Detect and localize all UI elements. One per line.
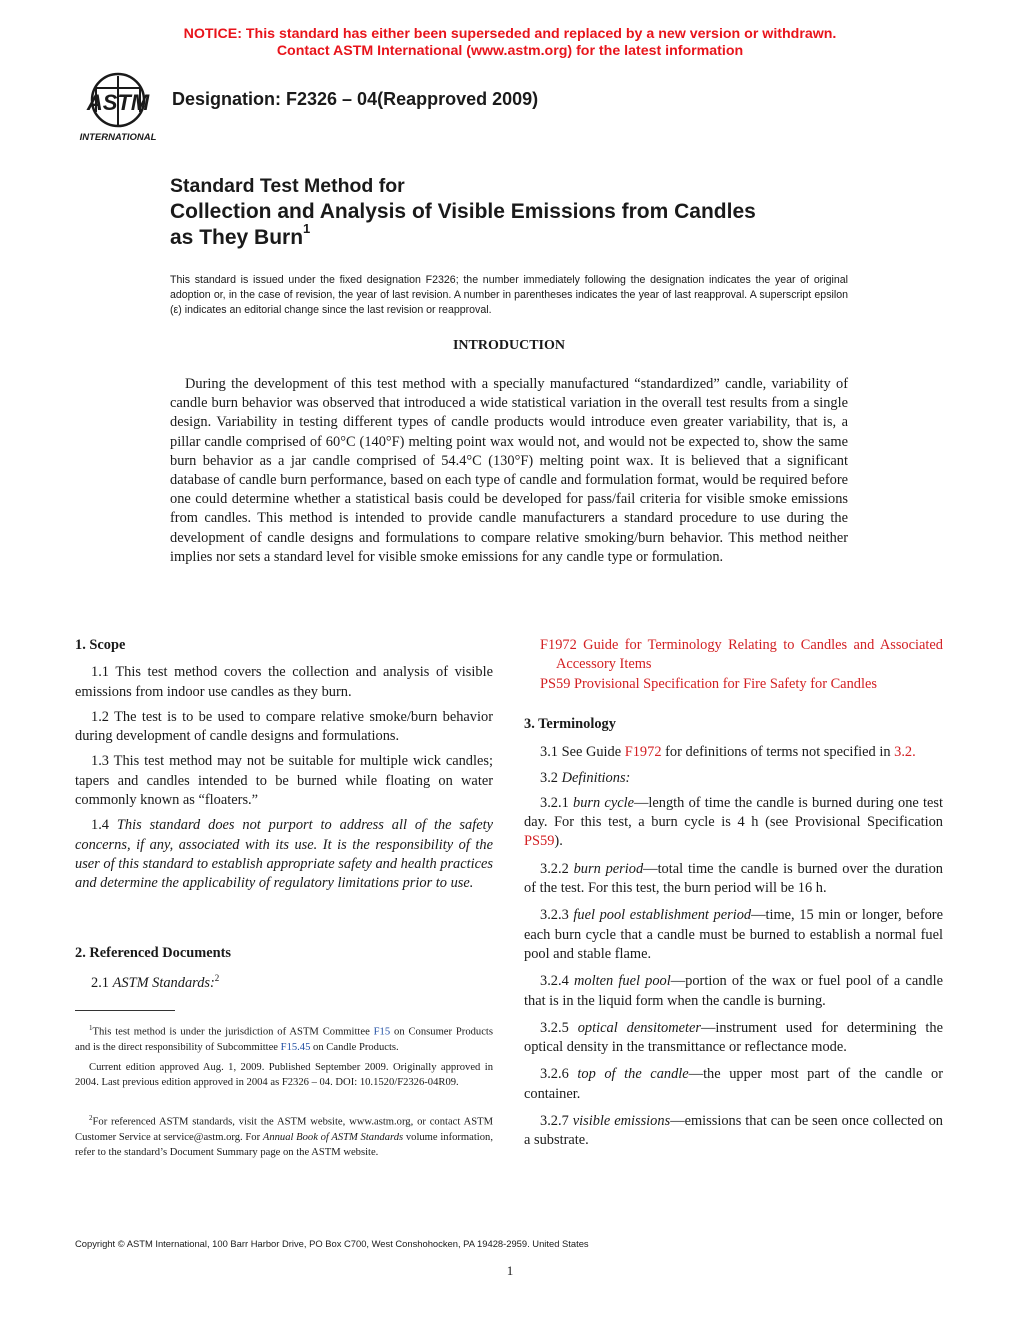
copyright: Copyright © ASTM International, 100 Barr Harbor Drive, PO Box C700, West Conshohocken, PA 19428-2959. United States <box>75 1238 589 1249</box>
def-7-text: —emissions that can be seen once collected on a substrate. <box>524 1113 943 1149</box>
def-6-number: 3.2.6 <box>540 1066 578 1083</box>
footnote-2-text-b: volume information, refer to the standard’s Document Summary page on the ASTM website. <box>75 1131 493 1158</box>
supersede-notice <box>0 26 1020 59</box>
term-3-1-text-b: for definitions of terms not specified in <box>661 744 895 761</box>
notice-line-1: NOTICE: This standard has either been superseded and replaced by a new version or withdrawn. <box>183 26 837 42</box>
footnote-1 <box>75 1021 493 1090</box>
ref-item-f1972 <box>524 636 943 675</box>
def-7-term: visible emissions <box>572 1113 671 1130</box>
link-3-2[interactable]: 3.2. <box>894 744 916 761</box>
scope-heading: 1. Scope <box>75 637 126 653</box>
def-4-number: 3.2.4 <box>540 973 574 990</box>
footnote-1-mark: 1 <box>89 1024 93 1032</box>
def-2-number: 3.2.2 <box>540 860 574 877</box>
footnote-1-text-a: This test method is under the jurisdiction of ASTM Committee <box>92 1026 374 1038</box>
def-7-number: 3.2.7 <box>540 1113 573 1130</box>
referenced-list <box>524 636 943 694</box>
page-number: 1 <box>506 1263 514 1278</box>
terminology-heading: 3. Terminology <box>524 716 616 732</box>
def-3-text: —time, 15 min or longer, before each burn cycle that a candle must be burned to establish a normal fuel pool and stable flame. <box>524 907 943 962</box>
scope-1-4 <box>75 816 493 893</box>
referenced-2-1-number: 2.1 <box>91 975 113 992</box>
def-optical-densitometer <box>524 1019 943 1058</box>
ps59-title[interactable]: Provisional Specification for Fire Safety for Candles <box>574 675 877 692</box>
link-f15-45[interactable]: F15.45 <box>280 1041 311 1053</box>
title-line-1: Standard Test Method for <box>170 175 405 197</box>
def-2-text: —total time the candle is burned over the duration of the test. For this test, the burn period will be 16 h. <box>524 860 943 897</box>
f1972-title[interactable]: Guide for Terminology Relating to Candles and Associated Accessory Items <box>556 637 943 673</box>
introduction-heading: INTRODUCTION <box>452 338 565 353</box>
def-burn-cycle <box>524 794 943 852</box>
def-5-number: 3.2.5 <box>540 1019 578 1036</box>
def-6-text: —the upper most part of the candle or container. <box>524 1066 943 1102</box>
scope-1-4-number: 1.4 <box>91 817 117 834</box>
def-4-term: molten fuel pool <box>574 973 671 990</box>
def-4-text: —portion of the wax or fuel pool of a candle that is in the liquid form when the candle is burning. <box>524 973 943 1009</box>
footnote-2-body <box>75 1111 493 1160</box>
link-ps59-inline[interactable]: PS59 <box>524 833 555 850</box>
def-1-term: burn cycle <box>573 794 634 811</box>
title-main <box>170 199 870 251</box>
def-fuel-pool-establishment <box>524 906 943 964</box>
logo-word: ASTM <box>86 90 150 115</box>
def-molten-fuel-pool <box>524 972 943 1011</box>
title-line-3 <box>170 221 870 251</box>
footnote-1-body <box>75 1021 493 1055</box>
def-1-number: 3.2.1 <box>540 794 574 811</box>
def-visible-emissions <box>524 1112 943 1151</box>
def-3-term: fuel pool establishment period <box>573 907 752 924</box>
notice-line-2: Contact ASTM International (www.astm.org) for the latest information <box>276 42 744 59</box>
designation: Designation: F2326 – 04(Reapproved 2009) <box>172 89 539 109</box>
def-1-text-b: ). <box>554 833 563 850</box>
term-3-1-text-a: 3.1 See Guide <box>540 744 625 761</box>
referenced-heading: 2. Referenced Documents <box>75 945 231 961</box>
term-3-2-number: 3.2 <box>540 769 562 786</box>
link-f1972-inline[interactable]: F1972 <box>624 744 662 761</box>
title-line-3-text: as They Burn <box>170 226 304 249</box>
def-6-term: top of the candle <box>577 1066 689 1083</box>
def-5-term: optical densitometer <box>577 1019 701 1036</box>
term-3-1 <box>524 743 943 762</box>
scope-1-2: 1.2 The test is to be used to compare relative smoke/burn behavior during development of candle designs and formulations. <box>75 708 493 745</box>
referenced-2-1-text: ASTM Standards: <box>112 975 215 992</box>
link-f15[interactable]: F15 <box>373 1026 391 1038</box>
def-burn-period <box>524 860 943 899</box>
scope-1-1: 1.1 This test method covers the collection and analysis of visible emissions from indoor use candles as they burn. <box>75 664 493 700</box>
def-2-term: burn period <box>573 860 644 877</box>
def-3-number: 3.2.3 <box>540 907 574 924</box>
issue-note: This standard is issued under the fixed designation F2326; the number immediately following the designation indicates the year of original adoption or, in the case of revision, the year of last revision. A number in parentheses indicates the year of last reapproval. A superscript epsilon (ε) indicates an editorial change since the last revision or reapproval. <box>170 274 848 317</box>
referenced-2-1 <box>75 969 493 993</box>
link-ps59[interactable]: PS59 <box>540 675 571 692</box>
footnote-2-mark: 2 <box>89 1114 93 1122</box>
footnote-1-text-c: on Candle Products. <box>310 1041 399 1053</box>
footnote-2 <box>75 1111 493 1160</box>
section-scope <box>75 636 493 894</box>
referenced-footnote-mark: 2 <box>214 973 220 984</box>
link-f1972[interactable]: F1972 <box>540 637 577 653</box>
introduction-text: During the development of this test method with a specially manufactured “standardized” candle, variability of candle burn behavior was observed that introduced a wide statistical variation in the overall test results from a single design. Variability in testing different types of candle products would introduce even greater variability, that is, a pillar candle comprised of 60°C (140°F) melting point wax would not, and would not be expected to, show the same burn behavior as a jar candle comprised of 54.4°C (130°F) melting point wax. It is believed that a significant database of candle burn performance, based on each type of candle and formulation format, would be required before one could determine whether a statistical basis could be developed for pass/fail criteria for visible smoke emissions from candles. This method is intended to provide candle manufacturers a standard procedure to use during the development of candle designs and formulations to compare relative smoking/burn behavior. This method neither implies nor sets a standard level for visible smoke emissions for any candle type or formulation. <box>170 376 848 565</box>
title-footnote-mark: 1 <box>303 221 311 236</box>
scope-1-3: 1.3 This test method may not be suitable for multiple wick candles; tapers and candles intended to be burned while floating on water commonly known as “floaters.” <box>75 753 493 809</box>
title-line-2: Collection and Analysis of Visible Emissions from Candles <box>170 200 756 223</box>
term-3-2 <box>524 769 943 788</box>
section-referenced <box>75 944 493 993</box>
footnote-1-edition: Current edition approved Aug. 1, 2009. Published September 2009. Originally approved in 2004. Last previous edition approved in 2004 as F2326 – 04. DOI: 10.1520/F2326-04R09. <box>75 1061 493 1089</box>
def-1-text-a: —length of time the candle is burned during one test day. For this test, a burn cycle is 4 h (see Provisional Specification <box>524 794 943 831</box>
footnote-2-italic: Annual Book of ASTM Standards <box>262 1131 404 1143</box>
ref-item-ps59 <box>524 675 943 694</box>
term-3-2-text: Definitions: <box>561 769 631 786</box>
logo-subtext: INTERNATIONAL <box>79 132 157 143</box>
footnote-rule <box>75 1010 175 1011</box>
footnote-1-text-b: on Consumer Products and is the direct responsibility of Subcommittee <box>75 1026 493 1053</box>
scope-1-4-text: This standard does not purport to address all of the safety concerns, if any, associated with its use. It is the responsibility of the user of this standard to establish appropriate safety and health practices and determine the applicability of regulatory limitations prior to use. <box>75 817 493 892</box>
def-5-text: —instrument used for determining the optical density in the transmittance or reflectance mode. <box>524 1019 943 1056</box>
astm-logo-icon <box>72 72 164 144</box>
footnote-2-text-a: For referenced ASTM standards, visit the ASTM website, www.astm.org, or contact ASTM Customer Service at service@astm.org. For <box>75 1116 493 1143</box>
astm-logo <box>72 72 164 144</box>
section-terminology <box>524 715 943 1151</box>
def-top-of-candle <box>524 1065 943 1104</box>
